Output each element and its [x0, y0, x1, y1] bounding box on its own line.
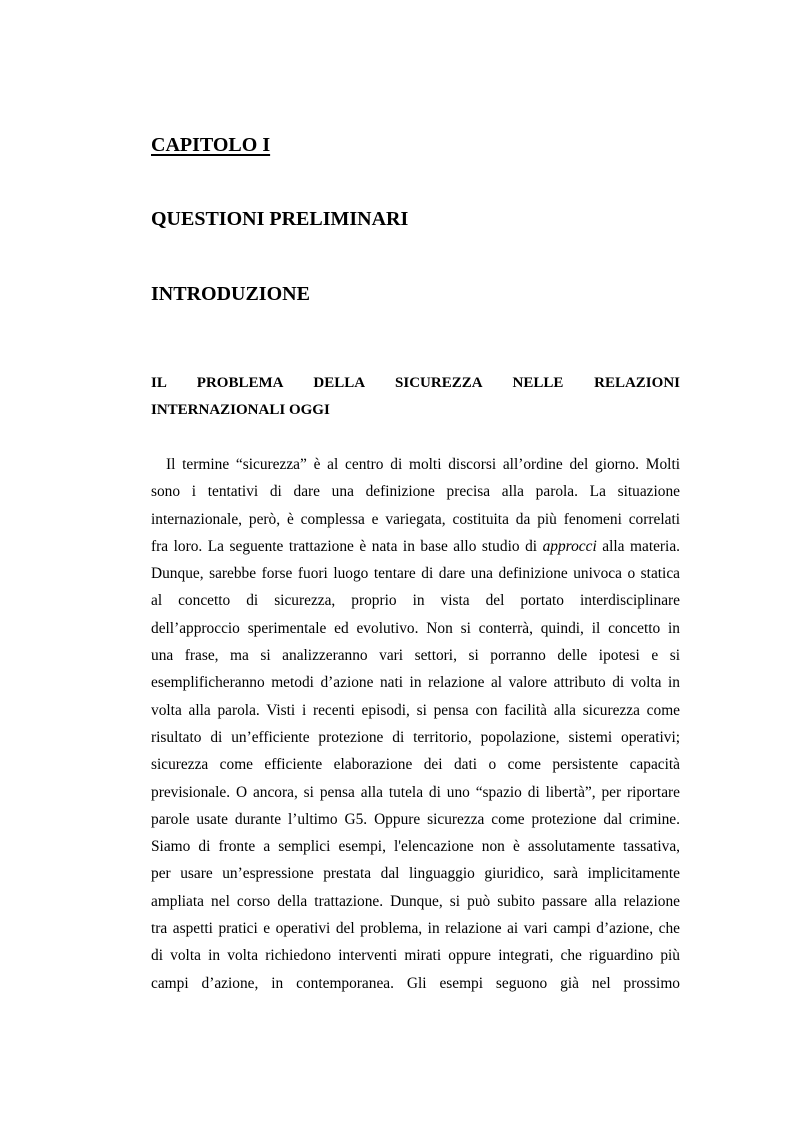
- section-heading: INTRODUZIONE: [151, 283, 310, 305]
- paragraph-line: sicurezza come efficiente elaborazione dei dati o come persistente capacità: [151, 756, 680, 774]
- part-title: QUESTIONI PRELIMINARI: [151, 208, 409, 230]
- paragraph-line: al concetto di sicurezza, proprio in vista del portato interdisciplinare: [151, 592, 680, 610]
- emphasized-word: approcci: [542, 537, 597, 555]
- paragraph-line: per usare un’espressione prestata dal linguaggio giuridico, sarà implicitamente: [151, 865, 680, 883]
- paragraph-line: [151, 533, 680, 560]
- paragraph-line: Il termine “sicurezza” è al centro di molti discorsi all’ordine del giorno. Molti: [166, 456, 680, 473]
- paragraph-line-text: alla materia.: [596, 537, 681, 555]
- paragraph-line: risultato di un’efficiente protezione di territorio, popolazione, sistemi operativi;: [151, 728, 680, 746]
- paragraph-line: previsionale. O ancora, si pensa alla tutela di uno “spazio di libertà”, per riportare: [151, 783, 680, 801]
- paragraph-line: internazionale, però, è complessa e variegata, costituita da più fenomeni correlati: [151, 510, 680, 528]
- paragraph-line: esemplificheranno metodi d’azione nati in relazione al valore attributo di volta in: [151, 674, 680, 692]
- paragraph-line: campi d’azione, in contemporanea. Gli esempi seguono già nel prossimo: [151, 974, 680, 992]
- paragraph-line: Dunque, sarebbe forse fuori luogo tentare di dare una definizione univoca o statica: [151, 565, 680, 583]
- chapter-title: CAPITOLO I: [151, 134, 271, 156]
- paragraph-line: sono i tentativi di dare una definizione precisa alla parola. La situazione: [151, 483, 680, 501]
- body-paragraph: [151, 451, 680, 997]
- paragraph-line: volta alla parola. Visti i recenti episodi, si pensa con facilità alla sicurezza come: [151, 701, 680, 719]
- paragraph-line: parole usate durante l’ultimo G5. Oppure sicurezza come protezione dal crimine.: [151, 810, 680, 828]
- paragraph-line: ampliata nel corso della trattazione. Dunque, si può subito passare alla relazione: [151, 892, 680, 910]
- subsection-title-line-1: IL PROBLEMA DELLA SICUREZZA NELLE RELAZIONI: [151, 375, 680, 391]
- paragraph-line: tra aspetti pratici e operativi del problema, in relazione ai vari campi d’azione, che: [151, 920, 680, 938]
- paragraph-line: Siamo di fronte a semplici esempi, l'elencazione non è assolutamente tassativa,: [151, 838, 680, 856]
- paragraph-line: dell’approccio sperimentale ed evolutivo. Non si conterrà, quindi, il concetto in: [151, 619, 680, 637]
- subsection-title-line-2: INTERNAZIONALI OGGI: [151, 402, 330, 418]
- subsection-title: [151, 370, 680, 424]
- paragraph-line-text: fra loro. La seguente trattazione è nata in base allo studio di: [151, 537, 543, 555]
- paragraph-line: una frase, ma si analizzeranno vari settori, si porranno delle ipotesi e si: [151, 647, 680, 665]
- paragraph-line: di volta in volta richiedono interventi mirati oppure integrati, che riguardino più: [151, 947, 680, 965]
